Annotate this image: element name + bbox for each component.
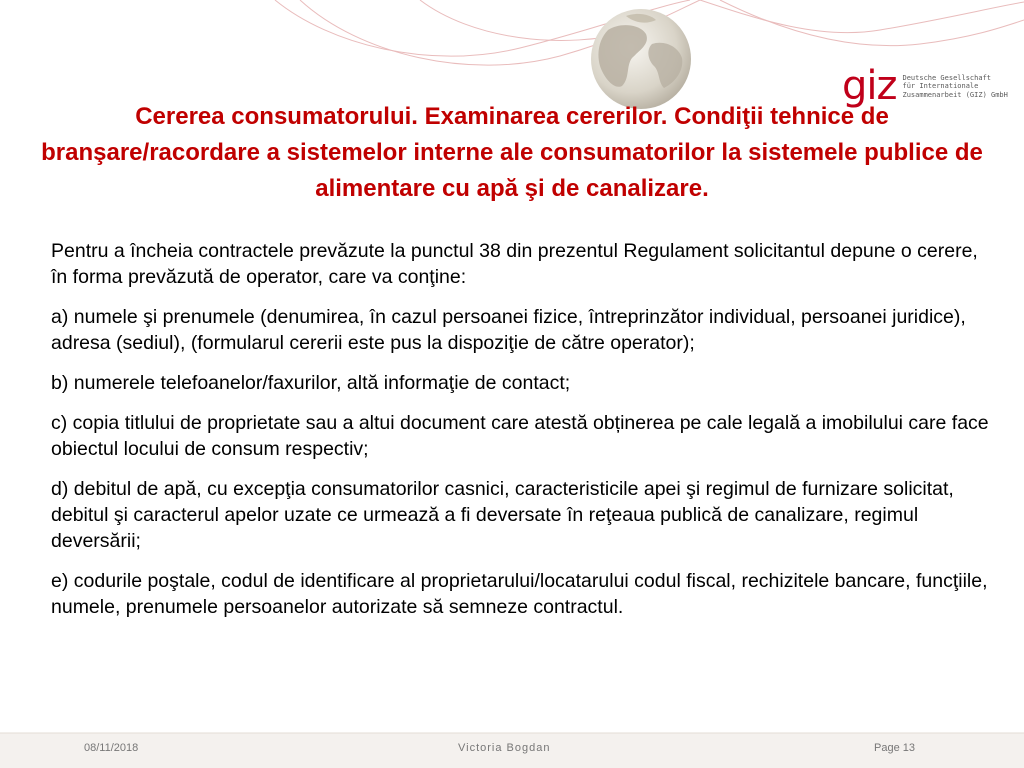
list-item-b: b) numerele telefoanelor/faxurilor, altă informaţie de contact; — [51, 372, 571, 394]
giz-logo-line: für Internationale — [902, 82, 979, 91]
giz-logo-line: Zusammenarbeit (GIZ) GmbH — [902, 90, 1008, 99]
list-item-e: e) codurile poştale, codul de identificare al proprietarului/locatarului codul fiscal, rechizitele bancare, funcţiile, numele, prenumele persoanelor autorizate să semneze contractul. — [51, 570, 988, 618]
slide-body — [51, 238, 991, 634]
footer-page-number: Page 13 — [874, 742, 915, 754]
list-item-c: c) copia titlului de proprietate sau a altui document care atestă obținerea pe cale legală a imobilului care face obiectul locului de consum respectiv; — [51, 412, 989, 460]
giz-logo-mark: giz — [842, 63, 897, 109]
footer-author: Victoria Bogdan — [458, 742, 551, 754]
globe-icon — [591, 9, 691, 109]
giz-logo-text — [903, 74, 1008, 99]
slide-title: Cererea consumatorului. Examinarea cererilor. Condiţii tehnice de branşare/racordare a sistemelor interne ale consumatorilor la sistemele publice de alimentare cu apă şi de canalizare. — [41, 103, 983, 202]
list-item-d: d) debitul de apă, cu excepţia consumatorilor casnici, caracteristicile apei şi regimul de furnizare solicitat, debitul şi caracterul apelor uzate ce urmează a fi deversate în reţeaua publică de canalizare, regimul deversării; — [51, 478, 954, 552]
footer-date: 08/11/2018 — [84, 742, 139, 754]
giz-logo-line: Deutsche Gesellschaft — [902, 74, 992, 82]
intro-paragraph: Pentru a încheia contractele prevăzute la punctul 38 din prezentul Regulament solicitantul depune o cerere, în forma prevăzută de operator, care va conţine: — [51, 240, 978, 288]
list-item-a: a) numele şi prenumele (denumirea, în cazul persoanei fizice, întreprinzător individual, persoanei juridice), adresa (sediul), (formularul cererii este pus la dispoziţie de către operator); — [51, 306, 966, 354]
